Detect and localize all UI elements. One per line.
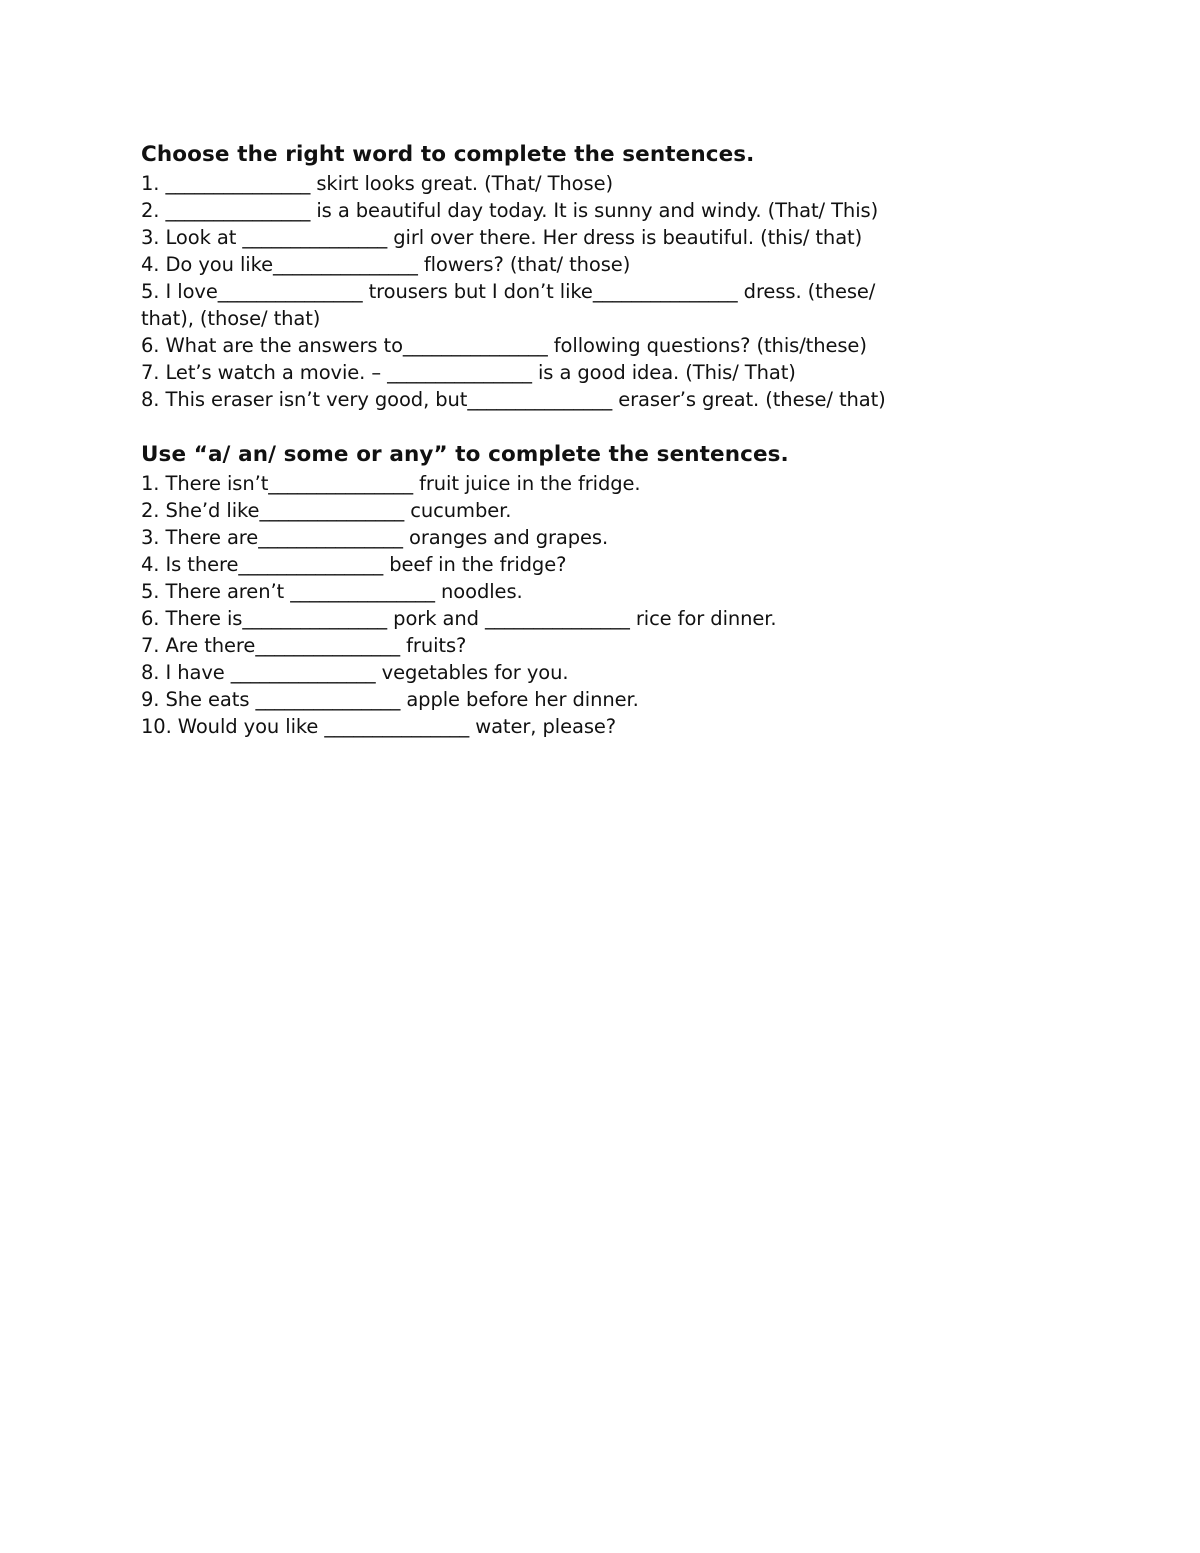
exercise-line: 7. Let’s watch a movie. – _______________ is a good idea. (This/ That) — [141, 361, 796, 384]
exercise-line: 3. There are_______________ oranges and grapes. — [141, 526, 609, 549]
exercise-line: 5. I love_______________ trousers but I don’t like_______________ dress. (these/ — [141, 280, 876, 303]
exercise-line: 6. There is_______________ pork and _______________ rice for dinner. — [141, 607, 777, 630]
exercise-line: 7. Are there_______________ fruits? — [141, 634, 467, 657]
exercise-line: 3. Look at _______________ girl over there. Her dress is beautiful. (this/ that) — [141, 226, 863, 249]
exercise-line: 1. _______________ skirt looks great. (That/ Those) — [141, 172, 613, 195]
exercise-line: 5. There aren’t _______________ noodles. — [141, 580, 523, 603]
exercise-line: 4. Do you like_______________ flowers? (that/ those) — [141, 253, 631, 276]
section-articles-quantifiers — [141, 440, 1041, 740]
section-heading: Use “a/ an/ some or any” to complete the sentences. — [141, 442, 789, 467]
exercise-line: that), (those/ that) — [141, 307, 321, 330]
worksheet-content — [141, 140, 1041, 740]
exercise-line: 2. _______________ is a beautiful day today. It is sunny and windy. (That/ This) — [141, 199, 879, 222]
exercise-line: 9. She eats _______________ apple before her dinner. — [141, 688, 639, 711]
exercise-line: 8. This eraser isn’t very good, but_______________ eraser’s great. (these/ that) — [141, 388, 886, 411]
exercise-line: 8. I have _______________ vegetables for you. — [141, 661, 569, 684]
exercise-line: 1. There isn’t_______________ fruit juice in the fridge. — [141, 472, 641, 495]
section-heading: Choose the right word to complete the sentences. — [141, 142, 755, 167]
section-demonstratives — [141, 140, 1041, 413]
exercise-line: 10. Would you like _______________ water, please? — [141, 715, 617, 738]
exercise-line: 6. What are the answers to_______________ following questions? (this/these) — [141, 334, 867, 357]
exercise-line: 4. Is there_______________ beef in the fridge? — [141, 553, 567, 576]
exercise-line: 2. She’d like_______________ cucumber. — [141, 499, 512, 522]
